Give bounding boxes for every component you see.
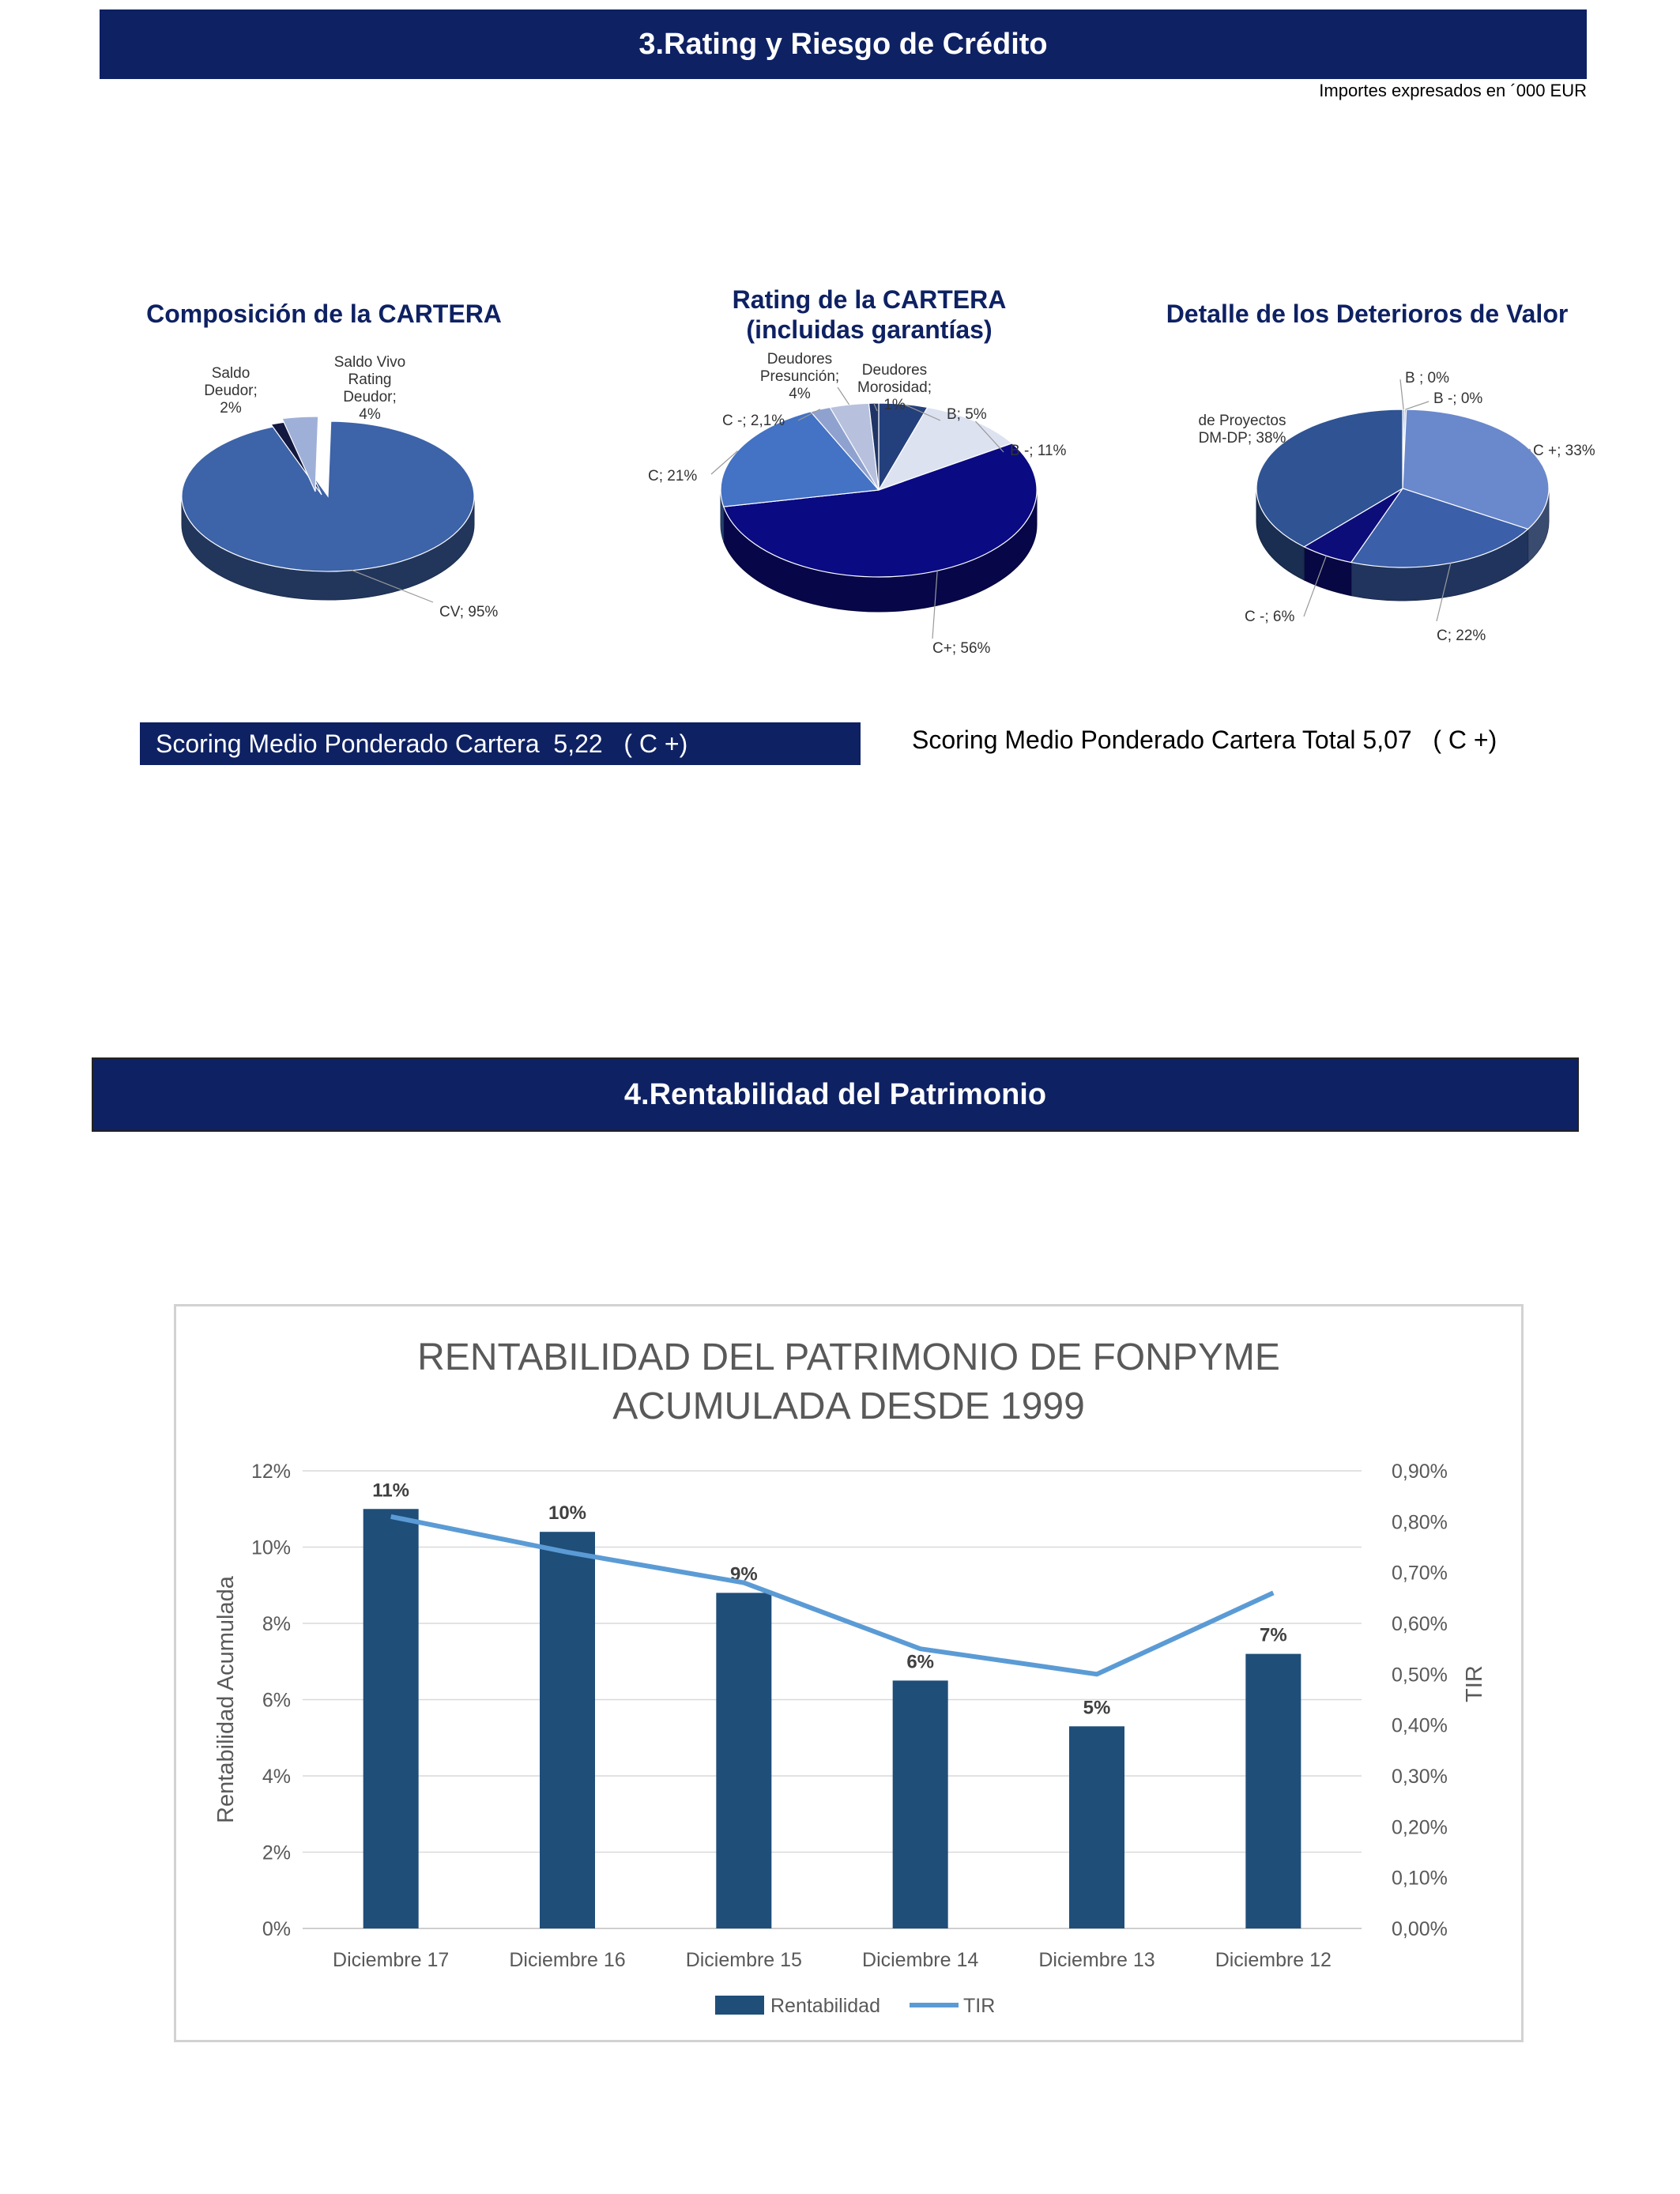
y2-tick-label: 0,90% — [1392, 1461, 1448, 1483]
y2-tick-label: 0,50% — [1392, 1664, 1448, 1687]
section4-banner — [92, 1057, 1579, 1132]
y-tick-label: 6% — [262, 1689, 291, 1712]
x-tick-label: Diciembre 15 — [685, 1949, 802, 1971]
bar-data-label: 5% — [1083, 1697, 1111, 1719]
bar-rentabilidad — [716, 1593, 771, 1928]
pie-rating-label-2: C+; 56% — [932, 640, 991, 657]
pie-deterioros-label-1: B -; 0% — [1433, 390, 1483, 407]
pie-rating-chart — [632, 340, 1106, 656]
pie-rating-title-line2: (incluidas garantías) — [746, 315, 993, 344]
pie-rating-label-6: Deudores Morosidad; 1% — [857, 362, 932, 413]
x-tick-label: Diciembre 17 — [333, 1949, 450, 1971]
bar-data-label: 10% — [548, 1502, 587, 1525]
pie-rating-label-1: B -; 11% — [1010, 443, 1067, 459]
pie-composicion-title: Composición de la CARTERA — [146, 300, 502, 328]
line-tir — [391, 1517, 1274, 1674]
y2-axis-label: TIR — [1462, 1665, 1487, 1702]
scoring-cartera: Scoring Medio Ponderado Cartera 5,22 ( C +) — [156, 729, 688, 758]
y2-tick-label: 0,30% — [1392, 1766, 1448, 1788]
y2-tick-label: 0,70% — [1392, 1562, 1448, 1585]
pie-composicion-label-0: CV; 95% — [439, 604, 499, 620]
pie-deterioros-label-4: C -; 6% — [1245, 609, 1295, 625]
x-tick-label: Diciembre 13 — [1038, 1949, 1155, 1971]
scoring-cartera-total: Scoring Medio Ponderado Cartera Total 5,07 ( C +) — [912, 726, 1497, 754]
pie-deterioros-label-2: C +; 33% — [1533, 443, 1595, 459]
bar-rentabilidad — [893, 1680, 948, 1928]
legend-rentabilidad-swatch — [715, 1996, 764, 2015]
bar-data-label: 6% — [906, 1651, 935, 1673]
y2-tick-label: 0,00% — [1392, 1918, 1448, 1940]
pie-deterioros-chart — [1170, 356, 1612, 656]
pie-deterioros-leader-1 — [1406, 401, 1429, 409]
x-tick-label: Diciembre 16 — [509, 1949, 626, 1971]
chart-title-line1: RENTABILIDAD DEL PATRIMONIO DE FONPYME — [417, 1336, 1280, 1378]
x-tick-label: Diciembre 14 — [862, 1949, 979, 1971]
section3-title: 3.Rating y Riesgo de Crédito — [638, 27, 1048, 61]
y-tick-label: 10% — [250, 1536, 291, 1559]
y-tick-label: 4% — [262, 1766, 291, 1788]
y-tick-label: 8% — [262, 1613, 291, 1635]
y-tick-label: 2% — [262, 1842, 291, 1864]
bar-data-label: 7% — [1259, 1624, 1287, 1646]
pie-composicion-label-2: Saldo Vivo Rating Deudor; 4% — [333, 354, 406, 423]
bar-rentabilidad — [1069, 1726, 1124, 1928]
pie-rating-leader-5 — [838, 387, 849, 405]
pie-composicion-label-1: Saldo Deudor; 2% — [204, 365, 258, 417]
units-note: Importes expresados en ´000 EUR — [1319, 81, 1587, 100]
pie-rating-title-line1: Rating de la CARTERA — [732, 285, 1007, 314]
pie-rating-title — [672, 285, 1067, 345]
pie-rating-label-0: B; 5% — [947, 406, 987, 423]
rentabilidad-chart-frame — [174, 1304, 1524, 2042]
bar-data-label: 11% — [372, 1480, 410, 1502]
pie-rating-label-5: Deudores Presunción; 4% — [759, 351, 840, 402]
pie-composicion-chart — [158, 348, 522, 648]
pie-deterioros-leader-0 — [1400, 379, 1403, 409]
y2-tick-label: 0,80% — [1392, 1511, 1448, 1534]
y2-tick-label: 0,20% — [1392, 1816, 1448, 1839]
bar-rentabilidad — [1245, 1654, 1301, 1928]
y-tick-label: 0% — [262, 1918, 291, 1940]
pie-rating-label-4: C -; 2,1% — [722, 413, 785, 429]
rentabilidad-chart — [176, 1306, 1521, 2040]
pie-deterioros-label-3: C; 22% — [1437, 628, 1486, 644]
y-tick-label: 12% — [250, 1461, 291, 1483]
scoring-cartera-box — [140, 722, 861, 765]
legend-tir-label: TIR — [963, 1995, 996, 2017]
legend-rentabilidad-label: Rentabilidad — [770, 1995, 880, 2017]
bar-data-label: 9% — [729, 1563, 758, 1585]
pie-composicion-slice-0 — [182, 421, 474, 571]
y-axis-label: Rentabilidad Acumulada — [213, 1576, 239, 1823]
pie-deterioros-title: Detalle de los Deterioros de Valor — [1166, 300, 1569, 328]
y2-tick-label: 0,10% — [1392, 1867, 1448, 1890]
pie-deterioros-label-5: de Proyectos DM-DP; 38% — [1198, 413, 1286, 447]
bar-rentabilidad — [363, 1509, 419, 1928]
y2-tick-label: 0,60% — [1392, 1613, 1448, 1635]
section4-title: 4.Rentabilidad del Patrimonio — [623, 1077, 1047, 1111]
pie-deterioros-label-0: B ; 0% — [1405, 370, 1449, 386]
y2-tick-label: 0,40% — [1392, 1714, 1448, 1737]
x-tick-label: Diciembre 12 — [1215, 1949, 1332, 1971]
chart-title-line2: ACUMULADA DESDE 1999 — [612, 1385, 1085, 1427]
pie-rating-label-3: C; 21% — [648, 468, 698, 484]
section3-banner — [100, 9, 1587, 79]
bar-rentabilidad — [540, 1532, 595, 1928]
